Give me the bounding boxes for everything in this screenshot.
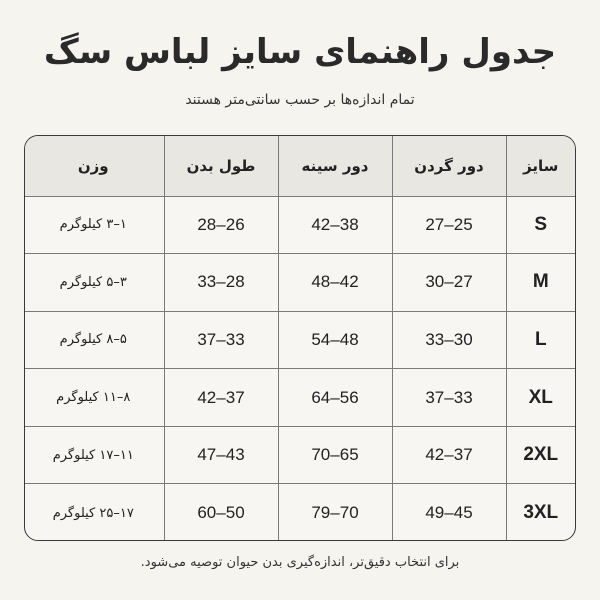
table-row — [24, 311, 575, 369]
footnote: برای انتخاب دقیق‌تر، اندازه‌گیری بدن حیوان توصیه می‌شود. — [140, 555, 460, 570]
cell-size: 2XL — [506, 426, 575, 484]
size-table — [24, 136, 575, 541]
cell-body-length: 26–28 — [164, 196, 278, 254]
table-row — [24, 484, 575, 541]
header-neck: دور گردن — [392, 136, 506, 196]
page-title: جدول راهنمای سایز لباس سگ — [43, 32, 557, 72]
cell-size: M — [506, 254, 575, 312]
page-subtitle: تمام اندازه‌ها بر حسب سانتی‌متر هستند — [185, 92, 415, 108]
cell-neck: 45–49 — [392, 484, 506, 541]
cell-chest: 70–79 — [278, 484, 392, 541]
cell-weight: ۱۱–۱۷ کیلوگرم — [24, 426, 164, 484]
table-row — [24, 369, 575, 427]
table-row — [24, 196, 575, 254]
cell-weight: ۱–۳ کیلوگرم — [24, 196, 164, 254]
header-size: سایز — [506, 136, 575, 196]
header-chest: دور سینه — [278, 136, 392, 196]
cell-size: L — [506, 311, 575, 369]
cell-body-length: 43–47 — [164, 426, 278, 484]
cell-chest: 65–70 — [278, 426, 392, 484]
table-row — [24, 426, 575, 484]
cell-neck: 25–27 — [392, 196, 506, 254]
cell-size: S — [506, 196, 575, 254]
table-row — [24, 254, 575, 312]
size-chart-table — [24, 135, 576, 541]
cell-weight: ۸–۱۱ کیلوگرم — [24, 369, 164, 427]
cell-weight: ۳–۵ کیلوگرم — [24, 254, 164, 312]
cell-chest: 42–48 — [278, 254, 392, 312]
cell-weight: ۱۷–۲۵ کیلوگرم — [24, 484, 164, 541]
cell-body-length: 33–37 — [164, 311, 278, 369]
cell-size: 3XL — [506, 484, 575, 541]
cell-chest: 56–64 — [278, 369, 392, 427]
table-header-row — [24, 136, 575, 196]
cell-weight: ۵–۸ کیلوگرم — [24, 311, 164, 369]
header-weight: وزن — [24, 136, 164, 196]
cell-neck: 37–42 — [392, 426, 506, 484]
cell-body-length: 37–42 — [164, 369, 278, 427]
cell-neck: 33–37 — [392, 369, 506, 427]
header-body-length: طول بدن — [164, 136, 278, 196]
cell-neck: 30–33 — [392, 311, 506, 369]
cell-chest: 38–42 — [278, 196, 392, 254]
cell-neck: 27–30 — [392, 254, 506, 312]
cell-size: XL — [506, 369, 575, 427]
cell-chest: 48–54 — [278, 311, 392, 369]
cell-body-length: 28–33 — [164, 254, 278, 312]
cell-body-length: 50–60 — [164, 484, 278, 541]
